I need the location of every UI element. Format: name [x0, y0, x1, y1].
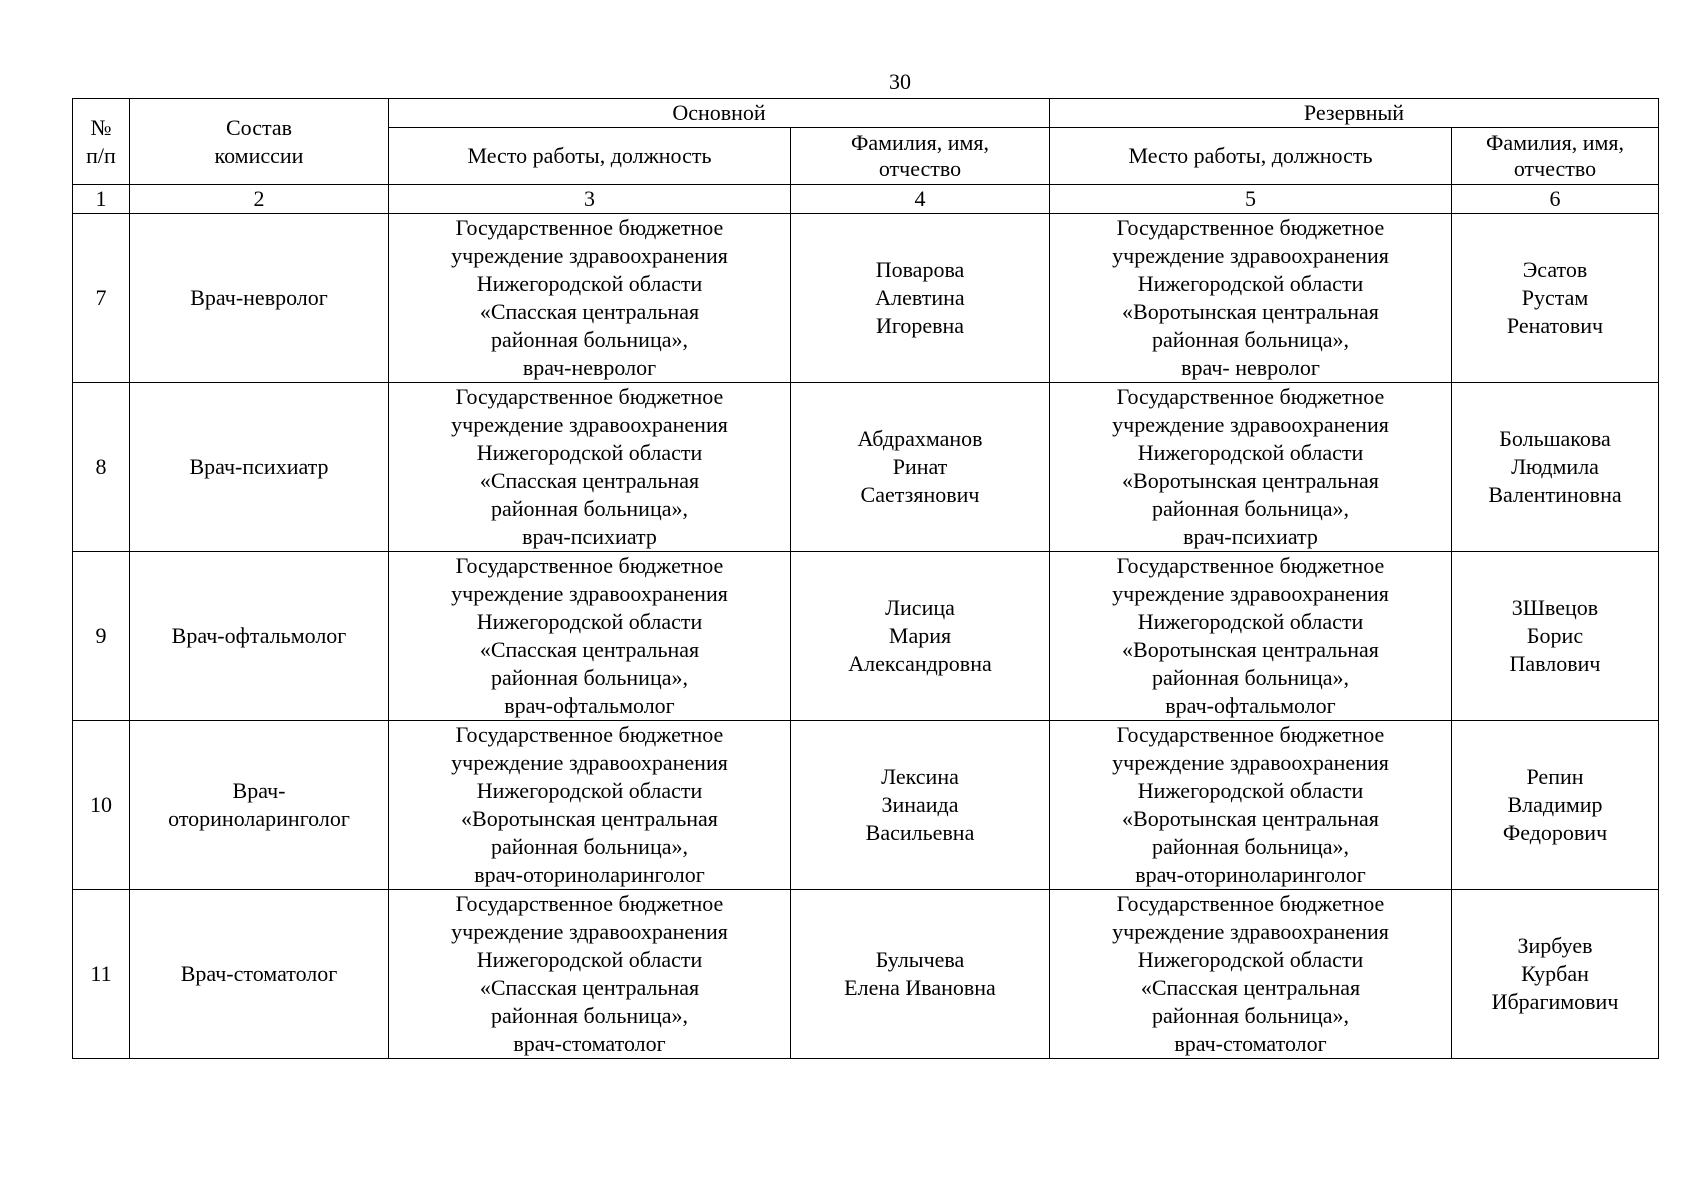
- column-number: 1: [73, 185, 130, 214]
- header-reserve-workplace: Место работы, должность: [1050, 128, 1452, 185]
- row-role: Врач-психиатр: [130, 383, 389, 552]
- row-main-workplace: Государственное бюджетное учреждение здравоохранения Нижегородской области «Спасская центральная районная больница», врач-психиатр: [389, 383, 791, 552]
- row-number: 11: [73, 890, 130, 1059]
- row-main-fio: Поварова Алевтина Игоревна: [791, 214, 1050, 383]
- header-row-top: [73, 99, 1659, 128]
- row-main-fio: Лисица Мария Александровна: [791, 552, 1050, 721]
- table-row: [73, 214, 1659, 383]
- column-number: 2: [130, 185, 389, 214]
- header-num: № п/п: [73, 99, 130, 185]
- row-role: Врач- оториноларинголог: [130, 721, 389, 890]
- page-number: 30: [889, 69, 911, 94]
- row-number: 9: [73, 552, 130, 721]
- column-number: 6: [1452, 185, 1659, 214]
- header-main: Основной: [389, 99, 1050, 128]
- row-number: 10: [73, 721, 130, 890]
- row-reserve-fio: Репин Владимир Федорович: [1452, 721, 1659, 890]
- row-main-fio: Булычева Елена Ивановна: [791, 890, 1050, 1059]
- row-reserve-fio: Эсатов Рустам Ренатович: [1452, 214, 1659, 383]
- row-main-workplace: Государственное бюджетное учреждение здравоохранения Нижегородской области «Воротынская центральная районная больница», врач-оториноларинголог: [389, 721, 791, 890]
- table-row: [73, 552, 1659, 721]
- table-row: [73, 721, 1659, 890]
- row-reserve-workplace: Государственное бюджетное учреждение здравоохранения Нижегородской области «Воротынская центральная районная больница», врач-офтальмолог: [1050, 552, 1452, 721]
- commission-table: [72, 98, 1659, 1059]
- row-role: Врач-стоматолог: [130, 890, 389, 1059]
- row-reserve-fio: 3Швецов Борис Павлович: [1452, 552, 1659, 721]
- column-number-row: [73, 185, 1659, 214]
- row-main-workplace: Государственное бюджетное учреждение здравоохранения Нижегородской области «Спасская центральная районная больница», врач-стоматолог: [389, 890, 791, 1059]
- row-reserve-fio: Зирбуев Курбан Ибрагимович: [1452, 890, 1659, 1059]
- header-reserve: Резервный: [1050, 99, 1659, 128]
- row-role: Врач-офтальмолог: [130, 552, 389, 721]
- row-number: 7: [73, 214, 130, 383]
- header-main-fio: Фамилия, имя, отчество: [791, 128, 1050, 185]
- column-number: 4: [791, 185, 1050, 214]
- column-number: 3: [389, 185, 791, 214]
- row-main-workplace: Государственное бюджетное учреждение здравоохранения Нижегородской области «Спасская центральная районная больница», врач-невролог: [389, 214, 791, 383]
- header-reserve-fio: Фамилия, имя, отчество: [1452, 128, 1659, 185]
- row-reserve-workplace: Государственное бюджетное учреждение здравоохранения Нижегородской области «Воротынская центральная районная больница», врач-психиатр: [1050, 383, 1452, 552]
- header-composition: Состав комиссии: [130, 99, 389, 185]
- table-row: [73, 890, 1659, 1059]
- row-reserve-workplace: Государственное бюджетное учреждение здравоохранения Нижегородской области «Воротынская центральная районная больница», врач- невролог: [1050, 214, 1452, 383]
- column-number: 5: [1050, 185, 1452, 214]
- row-main-workplace: Государственное бюджетное учреждение здравоохранения Нижегородской области «Спасская центральная районная больница», врач-офтальмолог: [389, 552, 791, 721]
- row-main-fio: Лексина Зинаида Васильевна: [791, 721, 1050, 890]
- row-reserve-workplace: Государственное бюджетное учреждение здравоохранения Нижегородской области «Спасская центральная районная больница», врач-стоматолог: [1050, 890, 1452, 1059]
- row-number: 8: [73, 383, 130, 552]
- row-reserve-fio: Большакова Людмила Валентиновна: [1452, 383, 1659, 552]
- row-reserve-workplace: Государственное бюджетное учреждение здравоохранения Нижегородской области «Воротынская центральная районная больница», врач-оториноларинголог: [1050, 721, 1452, 890]
- table-row: [73, 383, 1659, 552]
- row-role: Врач-невролог: [130, 214, 389, 383]
- header-main-workplace: Место работы, должность: [389, 128, 791, 185]
- row-main-fio: Абдрахманов Ринат Саетзянович: [791, 383, 1050, 552]
